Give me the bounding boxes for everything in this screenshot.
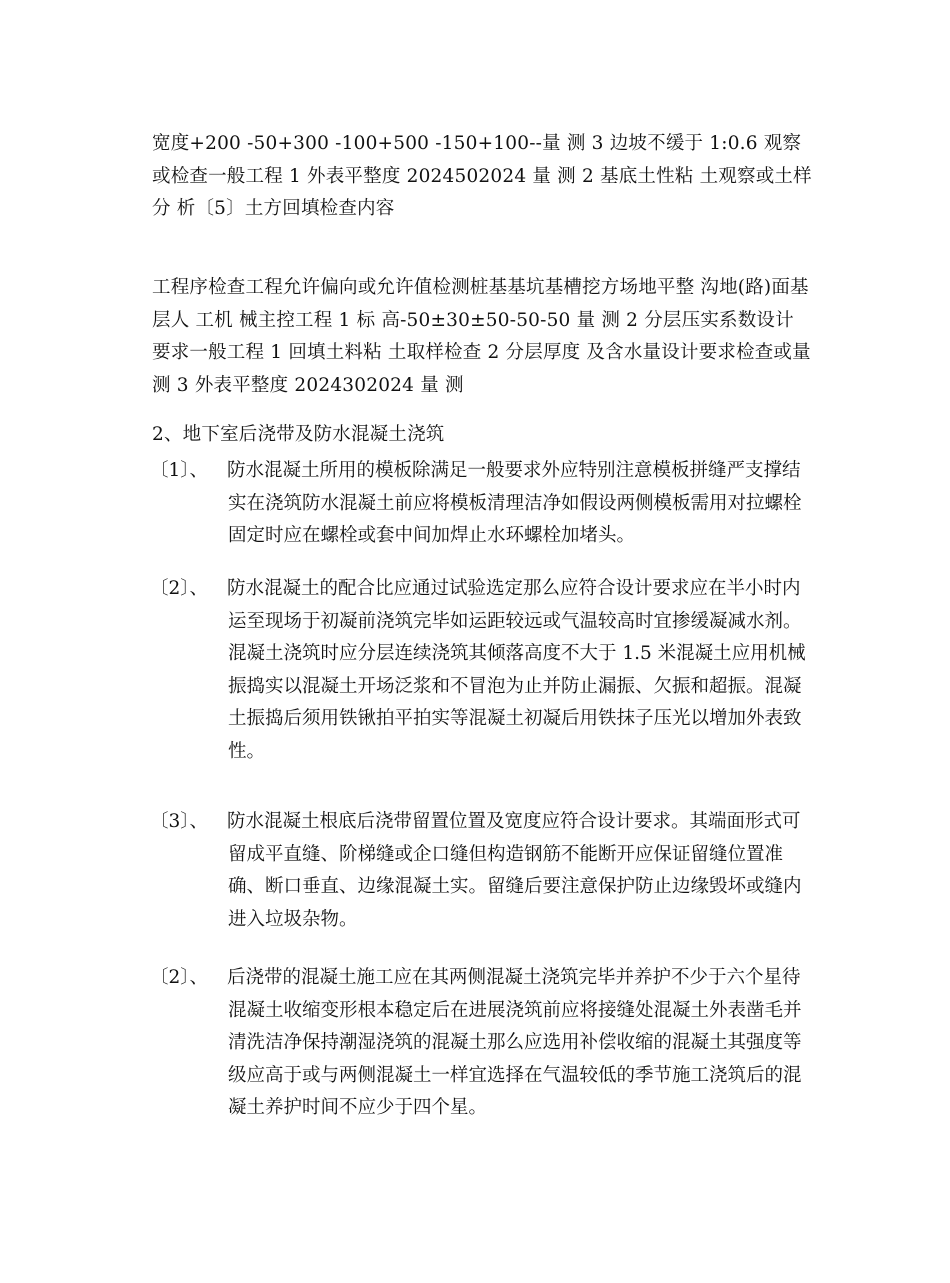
list-item-text: 防水混凝土所用的模板除满足一般要求外应特别注意模板拼缝严支撑结实在浇筑防水混凝土前应将模板清理洁净如假设两侧模板需用对拉螺栓固定时应在螺栓或套中间加焊止水环螺栓加堵头。 <box>227 460 802 546</box>
paragraph-backfill-inspection: 工程序检查工程允许偏向或允许值检测桩基基坑基槽挖方场地平整 沟地(路)面基 层人 工机 械主控工程 1 标 高-50±30±50-50-50 量 测 2 分层压实系数设计要求一般工程 1 回填土料粘 土取样检查 2 分层厚度 及含水量设计要求检查或量测 3 外表平整度 2024302024 量 测 <box>152 277 811 396</box>
list-item <box>150 962 812 1125</box>
list-item-text: 防水混凝土根底后浇带留置位置及宽度应符合设计要求。其端面形式可留成平直缝、阶梯缝或企口缝但构造钢筋不能断开应保证留缝位置准确、断口垂直、边缘混凝土实。留缝后要注意保护防止边缘毁坏或缝内进入垃圾杂物。 <box>227 811 802 930</box>
section-heading: 2、地下室后浇带及防水混凝土浇筑 <box>152 424 445 445</box>
paragraph-excavation-inspection: 宽度+200 -50+300 -100+500 -150+100--量 测 3 边坡不缓于 1:0.6 观察或检查一般工程 1 外表平整度 2024502024 量 测 2 基底土性粘 土观察或土样分 析〔5〕土方回填检查内容 <box>152 133 812 219</box>
list-item <box>150 573 812 768</box>
list-item-number: 〔3〕、 <box>150 811 209 832</box>
list-item <box>150 455 812 553</box>
list-item-number: 〔2〕、 <box>150 967 209 988</box>
list-item-text: 防水混凝土的配合比应通过试验选定那么应符合设计要求应在半小时内运至现场于初凝前浇筑完毕如运距较远或气温较高时宜掺缓凝减水剂。混凝土浇筑时应分层连续浇筑其倾落高度不大于 1.5 米混凝土应用机械振捣实以混凝土开场泛浆和不冒泡为止并防止漏振、欠振和超振。混凝土振捣后须用铁锹拍平拍实等混凝土初凝后用铁抹子压光以增加外表致性。 <box>227 578 806 762</box>
list-item-number: 〔1〕、 <box>150 460 209 481</box>
list-item-number: 〔2〕、 <box>150 578 209 599</box>
list-item-text: 后浇带的混凝土施工应在其两侧混凝土浇筑完毕并养护不少于六个星待混凝土收缩变形根本稳定后在进展浇筑前应将接缝处混凝土外表凿毛并清洗洁净保持潮湿浇筑的混凝土那么应选用补偿收缩的混凝土其强度等级应高于或与两侧混凝土一样宜选择在气温较低的季节施工浇筑后的混凝土养护时间不应少于四个星。 <box>227 967 802 1118</box>
list-item <box>150 806 812 936</box>
